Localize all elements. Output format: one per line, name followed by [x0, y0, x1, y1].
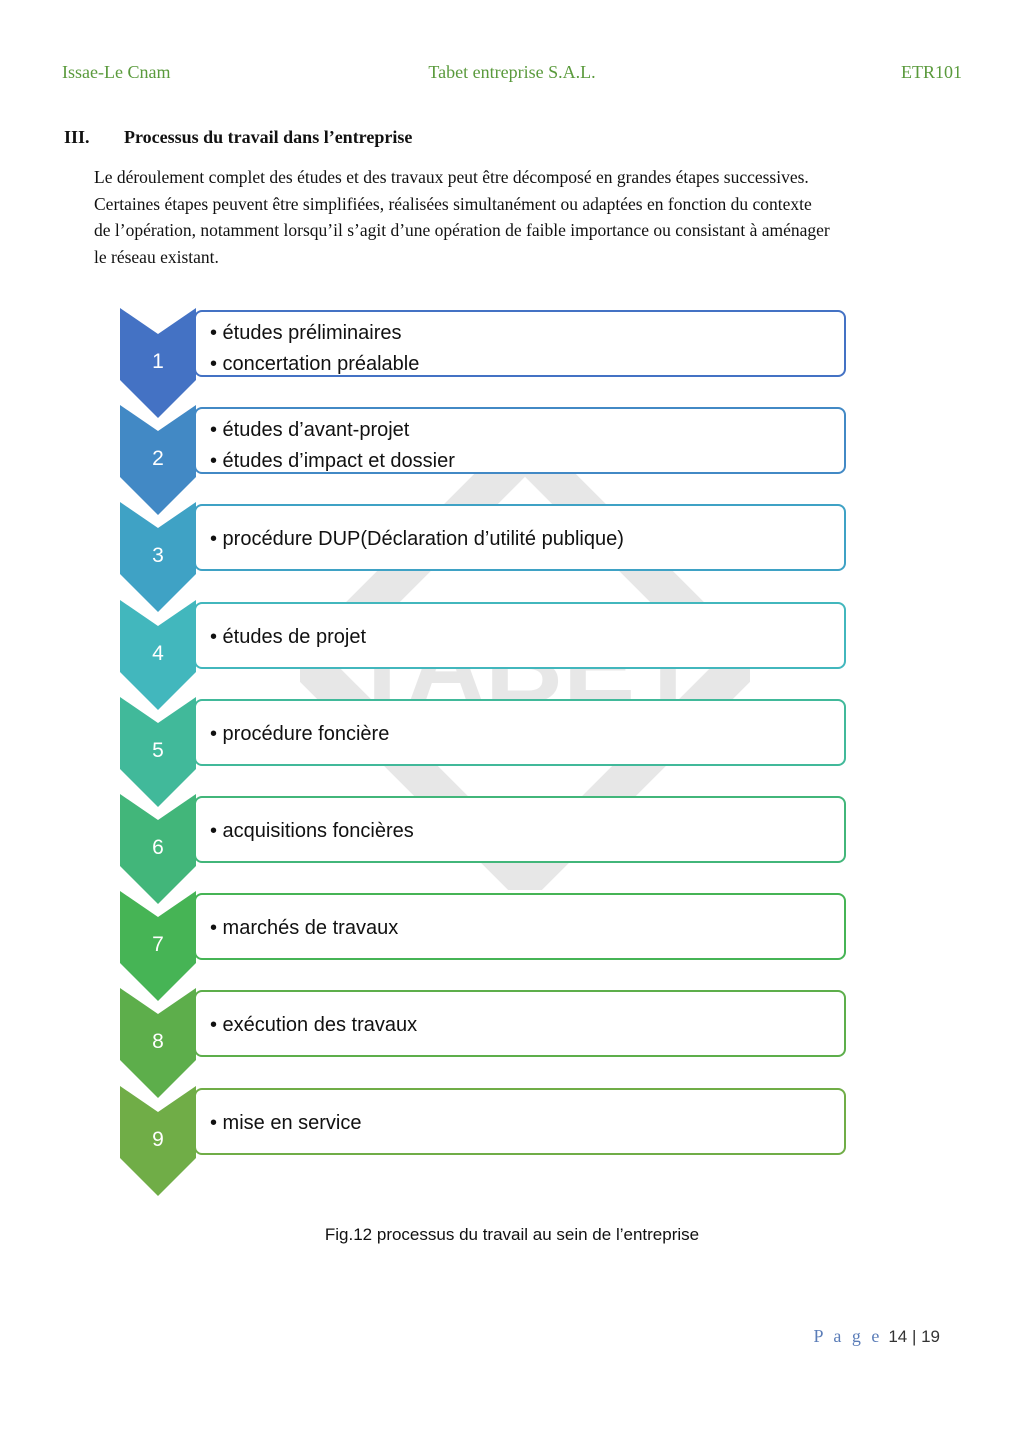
process-step [120, 794, 848, 904]
step-box [194, 602, 846, 669]
step-items [210, 318, 419, 380]
intro-line: de l’opération, notamment lorsqu’il s’agit d’une opération de faible importance ou consistant à aménager [94, 220, 830, 240]
step-items [210, 524, 624, 555]
page-footer [813, 1326, 940, 1347]
step-items [210, 1010, 417, 1041]
section-number: III. [64, 127, 90, 147]
step-item: • exécution des travaux [210, 1014, 418, 1037]
step-box [194, 990, 846, 1057]
step-items [210, 719, 389, 750]
step-chevron [120, 794, 196, 904]
step-item: • études préliminaires [210, 322, 402, 344]
step-items [210, 913, 398, 944]
intro-line: Certaines étapes peuvent être simplifiées, réalisées simultanément ou adaptées en fonction du contexte [94, 193, 812, 214]
step-items [210, 622, 366, 653]
intro-line: Le déroulement complet des études et des travaux peut être décomposé en grandes étapes successives. [94, 167, 809, 187]
step-items [210, 816, 414, 847]
step-chevron [120, 405, 196, 515]
intro-paragraph [94, 164, 974, 270]
step-box [194, 699, 846, 766]
step-number: 6 [152, 836, 164, 859]
header-left: Issae-Le Cnam [62, 62, 171, 82]
step-number: 9 [152, 1127, 164, 1151]
section-title: Processus du travail dans l’entreprise [124, 127, 413, 147]
step-items [210, 415, 455, 477]
section-heading [64, 127, 412, 148]
process-step [120, 988, 848, 1098]
step-box [194, 796, 846, 863]
step-box [194, 407, 846, 474]
process-step [120, 405, 848, 515]
process-step [120, 308, 848, 418]
step-box [194, 310, 846, 377]
step-item: • procédure foncière [210, 722, 390, 745]
header-center: Tabet entreprise S.A.L. [428, 62, 596, 82]
step-number: 1 [152, 350, 164, 373]
step-item: • concertation préalable [210, 353, 420, 375]
step-box [194, 504, 846, 571]
step-number: 2 [152, 447, 164, 471]
step-items [210, 1108, 362, 1139]
step-item: • études d’avant-projet [210, 419, 410, 442]
step-number: 3 [152, 544, 164, 568]
page-word: P a g e [813, 1326, 883, 1346]
process-step [120, 891, 848, 1001]
step-chevron [120, 600, 196, 710]
step-chevron [120, 1086, 196, 1196]
step-number: 7 [152, 933, 164, 957]
step-item: • études d’impact et dossier [210, 450, 455, 473]
step-chevron [120, 308, 196, 418]
step-box [194, 1088, 846, 1155]
step-item: • marchés de travaux [210, 917, 399, 940]
process-step [120, 502, 848, 612]
step-item: • procédure DUP(Déclaration d’utilité publique) [210, 528, 624, 551]
process-step [120, 1086, 848, 1196]
step-item: • acquisitions foncières [210, 820, 414, 842]
step-chevron [120, 502, 196, 612]
intro-line: le réseau existant. [94, 246, 219, 267]
step-item: • mise en service [210, 1111, 362, 1134]
page-number: 14 | 19 [888, 1327, 940, 1346]
figure-caption: Fig.12 processus du travail au sein de l’entreprise [324, 1225, 700, 1244]
step-box [194, 893, 846, 960]
process-step [120, 697, 848, 807]
step-number: 4 [152, 641, 164, 665]
step-number: 8 [152, 1030, 164, 1054]
step-item: • études de projet [210, 625, 366, 648]
step-chevron [120, 891, 196, 1001]
process-step [120, 600, 848, 710]
step-number: 5 [152, 738, 164, 762]
step-chevron [120, 697, 196, 807]
header-right: ETR101 [901, 62, 962, 82]
step-chevron [120, 988, 196, 1098]
